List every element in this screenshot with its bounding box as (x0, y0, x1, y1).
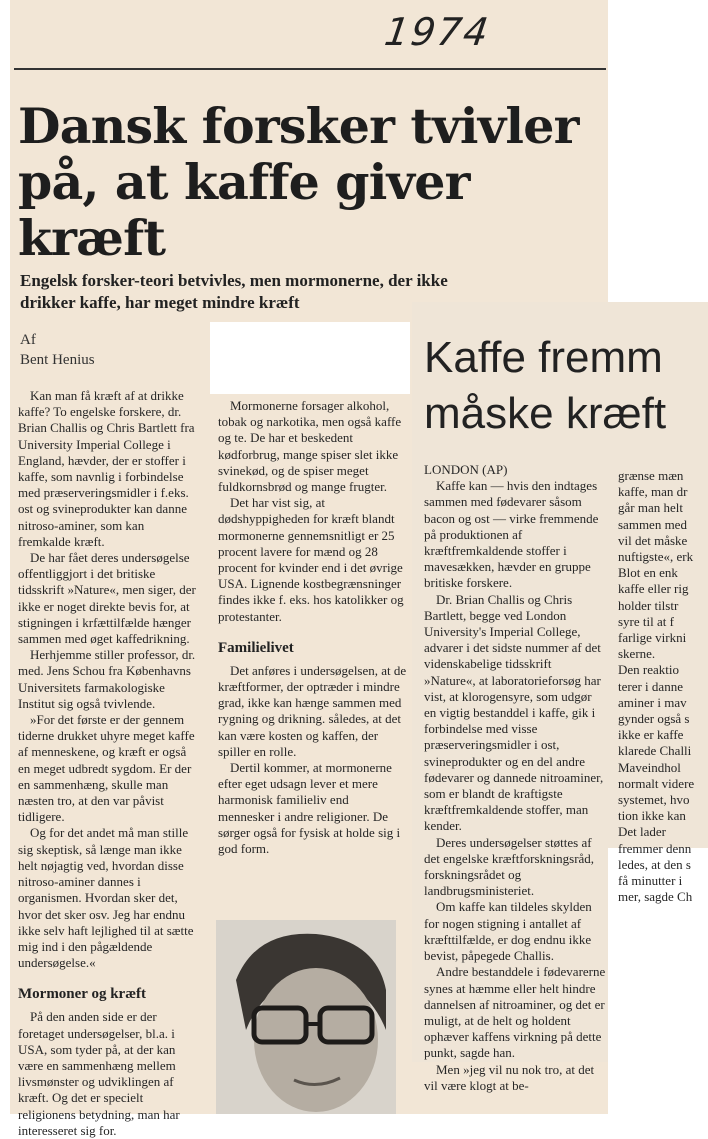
headline-line: Kaffe fremm (424, 333, 663, 382)
paragraph: Herhjemme stiller professor, dr. med. Jens Schou fra Københavns Universitets farmakologiske Institut sig også tvivlende. (18, 647, 196, 711)
side-article-headline (424, 330, 708, 442)
text-line: Blot en enk (618, 565, 678, 581)
paragraph: Mormonerne forsager alkohol, tobak og narkotika, men også kaffe og te. De har et beskedent kødforbrug, mange spiser slet ikke svinekød, og de spiser meget fuldkornsbrød og mange frugter. (218, 398, 402, 495)
top-rule (14, 68, 606, 70)
side-article-cut-column (618, 468, 708, 905)
blank-area (210, 322, 410, 394)
text-line: grænse mæn (618, 468, 684, 483)
paragraph: »For det første er der gennem tiderne drukket uhyre meget kaffe af menneskene, og kræft er også en meget udbredt sygdom. Er der en sammenhæng, skulle man næsten tro, at den var påvist tidligere. (18, 712, 195, 825)
text-line: tion ikke kan (618, 808, 686, 824)
paragraph: De har fået deres undersøgelse offentliggjort i det britiske tidsskrift »Nature«, men siger, der ikke er noget direkte bevis for, at stigningen i krfættilfælde hænger sammen med øget kaffedrikning. (18, 550, 196, 647)
text-line: klarede Challi (618, 743, 692, 759)
paragraph: Det har vist sig, at dødshyppigheden for kræft blandt mormonerne gennemsnitligt er 25 procent lavere for mænd og 28 procent for kvinder end i det øvrige USA. Lignende kostbegrænsninger findes ikke f. eks. hos katolikker og protestanter. (218, 495, 404, 624)
text-line: ikke er kaffe (618, 727, 684, 743)
text-line: vil det måske (618, 532, 688, 548)
text-line: kaffe eller rig (618, 581, 689, 597)
paragraph: Kaffe kan — hvis den indtages sammen med fødevarer såsom bacon og ost — virke fremmende på produktionen af kræftfremkaldende stoffer i mavesækken, hævder en gruppe britiske forskere. (424, 478, 599, 591)
text-line: går man helt (618, 500, 683, 516)
text-line: Den reaktio (618, 662, 680, 678)
handwritten-year: 1974 (381, 10, 493, 54)
byline-label: Af (20, 332, 36, 348)
portrait-photo (216, 920, 396, 1114)
text-line: farlige virkni (618, 630, 687, 646)
paragraph: Og for det andet må man stille sig skeptisk, så længe man ikke helt nøjagtig ved, hvordan disse nitroso-aminer dannes i organismen. Hvordan sker det, hvor det sker osv. Jeg har endnu ikke selv haft lejlighed til at sætte mig ind i den pågældende undersøgelse.« (18, 825, 194, 971)
paragraph: Dr. Brian Challis og Chris Bartlett, begge ved London University's Imperial College, advarer i det sidste nummer af det videnskabelige tidsskrift »Nature«, at laboratorieforsøg har vist, at klorogensyre, som udgør en vigtig bestanddel i kaffe, gik i forbindelse med visse præserveringsmidler i ost, svineprodukter og en del andre fødevarer og dannede nitroaminer, som er blandt de kraftigste kræftfremkaldende stoffer, man kender. (424, 591, 604, 834)
paragraph: Andre bestanddele i fødevarerne synes at hæmme eller helt hindre dannelsen af nitroaminer, og det er muligt, at de helt og holdent ophæver kaffens virkning på dette punkt, sagde han. (424, 964, 606, 1061)
text-line: sammen med (618, 516, 687, 532)
section-heading: Mormoner og kræft (18, 986, 147, 1003)
text-line: terer i danne (618, 678, 683, 694)
text-line: fremmer denn (618, 840, 692, 856)
text-line: syre til at f (618, 613, 674, 629)
text-line: mer, sagde Ch (618, 889, 693, 905)
side-article-column (424, 462, 606, 1094)
paragraph: Kan man få kræft af at drikke kaffe? To engelske forskere, dr. Brian Challis og Chris Bartlett fra University Imperial College i England, hævder, der er stoffer i kaffe, som navnlig i forbindelse med præserveringsmidler i f.eks. ost og svineprodukter kan danne nitroso-aminer, som kan fremkalde kræft. (18, 388, 195, 549)
article-column-1 (18, 388, 200, 1139)
paragraph: Om kaffe kan tildeles skylden for nogen stigning i antallet af kræfttilfælde, er dog endnu ikke bevist, påpegede Challis. (424, 899, 592, 964)
text-line: gynder også s (618, 711, 690, 727)
text-line: ledes, at den s (618, 856, 691, 872)
paragraph: På den anden side er der foretaget undersøgelser, bl.a. i USA, som tyder på, at der kan være en sammenhæng mellem livsmønster og udviklingen af kræft. Og det er specielt religionens betydning, man har interesseret sig for. (18, 1009, 180, 1138)
text-line: holder tilstr (618, 597, 679, 613)
byline-name: Bent Henius (20, 352, 95, 368)
text-line: systemet, hvo (618, 792, 690, 808)
text-line: Maveindhol (618, 759, 681, 775)
dateline: LONDON (AP) (424, 462, 508, 477)
text-line: normalt videre (618, 775, 695, 791)
text-line: aminer i mav (618, 694, 687, 710)
article-column-2 (218, 398, 408, 857)
text-line: få minutter i (618, 873, 683, 889)
byline (20, 330, 95, 370)
paragraph: Dertil kommer, at mormonerne efter eget udsagn lever et mere harmonisk familieliv end mennesker i andre religioner. De sørger også for fysisk at holde sig i god form. (218, 760, 401, 857)
paragraph: Deres undersøgelser støttes af det engelske kræftforskningsråd, forskningsrådet og landbrugsministeriet. (424, 834, 595, 899)
article-subheadline: Engelsk forsker-teori betvivles, men mormonerne, der ikke drikker kaffe, har meget mindre kræft (20, 271, 448, 312)
paragraph: Men »jeg vil nu nok tro, at det vil være klogt at be- (424, 1061, 595, 1093)
article-headline: Dansk forsker tvivler på, at kaffe giver kræft (18, 97, 579, 267)
text-line: nuftigste«, erk (618, 549, 694, 565)
text-line: Det lader (618, 824, 667, 840)
text-line: kaffe, man dr (618, 484, 688, 500)
text-line: skerne. (618, 646, 656, 662)
paragraph: Det anføres i undersøgelsen, at de kræftformer, der optræder i mindre grad, ikke kan hænge sammen med rygning og drikning. således, at det kan være kosten og kaffen, der spiller en rolle. (218, 662, 407, 759)
section-heading: Familielivet (218, 639, 294, 656)
headline-line: måske kræft (424, 389, 667, 438)
